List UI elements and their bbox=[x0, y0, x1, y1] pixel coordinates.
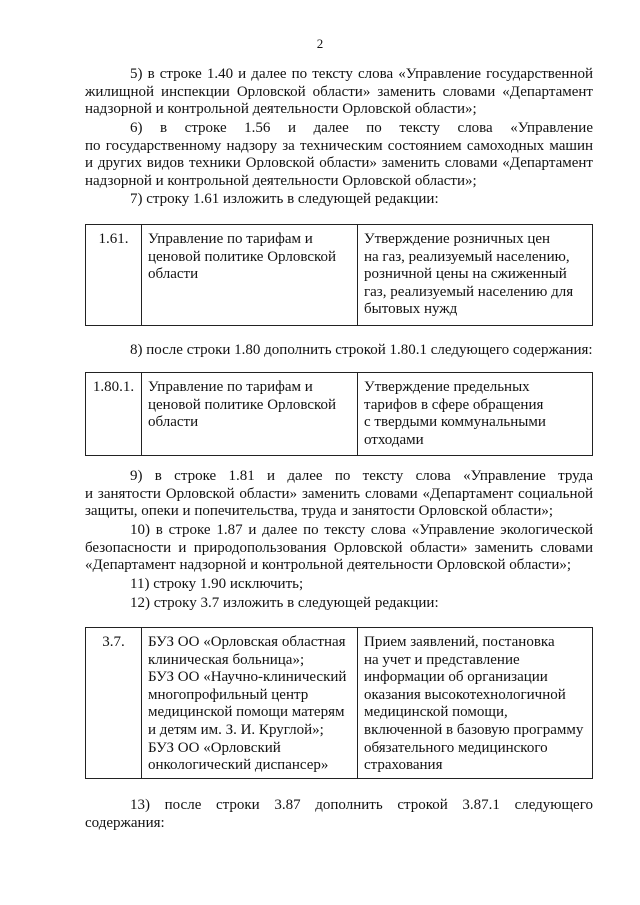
paragraph-9 bbox=[85, 468, 593, 521]
paragraph-10 bbox=[85, 522, 593, 575]
row-organization: БУЗ ОО «Орловская областная клиническая больница»; БУЗ ОО «Научно-клинический многопрофильный центр медицинской помощи матерям и детям им. З. И. Круглой»; БУЗ ОО «Орловский онкологический диспансер» bbox=[142, 628, 358, 778]
paragraph-13 bbox=[85, 797, 593, 832]
paragraph-6 bbox=[85, 120, 593, 190]
table-row-1-61 bbox=[85, 224, 593, 326]
row-number: 3.7. bbox=[86, 628, 142, 778]
paragraph-5-line: жилищной инспекции Орловской области» заменить словами «Департамент bbox=[85, 83, 593, 100]
page-number: 2 bbox=[316, 36, 324, 51]
paragraph-9-line: и занятости Орловской области» заменить словами «Департамент социальной bbox=[85, 485, 593, 502]
row-function: Прием заявлений, постановка на учет и представление информации об организации оказания высокотехнологичной медицинской помощи, включенной в базовую программу обязательного медицинского страхования bbox=[364, 634, 584, 774]
table-row-1-80-1 bbox=[85, 372, 593, 456]
row-number: 1.61. bbox=[86, 225, 142, 325]
paragraph-10-line: 10) в строке 1.87 и далее по тексту слова «Управление экологической bbox=[130, 522, 593, 538]
paragraph-6-line: и других видов техники Орловской области» заменить словами «Департамент bbox=[85, 155, 593, 172]
paragraph-9-line: защиты, опеки и попечительства, труда и занятости Орловской области»; bbox=[85, 503, 554, 520]
row-organization: Управление по тарифам и ценовой политике Орловской области bbox=[142, 373, 358, 455]
paragraph-6-line: 6) в строке 1.56 и далее по тексту слова «Управление bbox=[130, 120, 593, 136]
paragraph-6-line: по государственному надзору за техническим состоянием самоходных машин bbox=[85, 137, 593, 154]
paragraph-5 bbox=[85, 66, 593, 119]
row-function: Утверждение предельных тарифов в сфере обращения с твердыми коммунальными отходами bbox=[364, 379, 546, 448]
row-function: Утверждение розничных цен на газ, реализуемый населению, розничной цены на сжиженный газ, реализуемый населению для бытовых нужд bbox=[364, 231, 574, 318]
table-row-3-7 bbox=[85, 627, 593, 779]
paragraph-8 bbox=[85, 342, 593, 360]
paragraph-11-line: 11) строку 1.90 исключить; bbox=[130, 576, 304, 592]
paragraph-7-line: 7) строку 1.61 изложить в следующей редакции: bbox=[130, 191, 439, 207]
paragraph-6-line: надзорной и контрольной деятельности Орловской области»; bbox=[85, 172, 477, 189]
paragraph-9-line: 9) в строке 1.81 и далее по тексту слова «Управление труда bbox=[130, 468, 593, 484]
paragraph-11 bbox=[85, 576, 593, 594]
paragraph-10-line: безопасности и природопользования Орловской области» заменить словами bbox=[85, 539, 593, 556]
paragraph-12 bbox=[85, 595, 593, 613]
paragraph-12-line: 12) строку 3.7 изложить в следующей редакции: bbox=[130, 595, 439, 611]
paragraph-10-line: «Департамент надзорной и контрольной деятельности Орловской области»; bbox=[85, 557, 572, 574]
paragraph-13-line: содержания: bbox=[85, 814, 165, 831]
row-number: 1.80.1. bbox=[86, 373, 142, 455]
paragraph-13-line: 13) после строки 3.87 дополнить строкой 3.87.1 следующего bbox=[130, 797, 593, 813]
paragraph-5-line: 5) в строке 1.40 и далее по тексту слова «Управление государственной bbox=[130, 66, 593, 82]
paragraph-7 bbox=[85, 191, 593, 209]
row-organization: Управление по тарифам и ценовой политике Орловской области bbox=[142, 225, 358, 325]
paragraph-5-line: надзорной и контрольной деятельности Орловской области»; bbox=[85, 101, 477, 118]
paragraph-8-line: 8) после строки 1.80 дополнить строкой 1.80.1 следующего содержания: bbox=[130, 342, 593, 358]
